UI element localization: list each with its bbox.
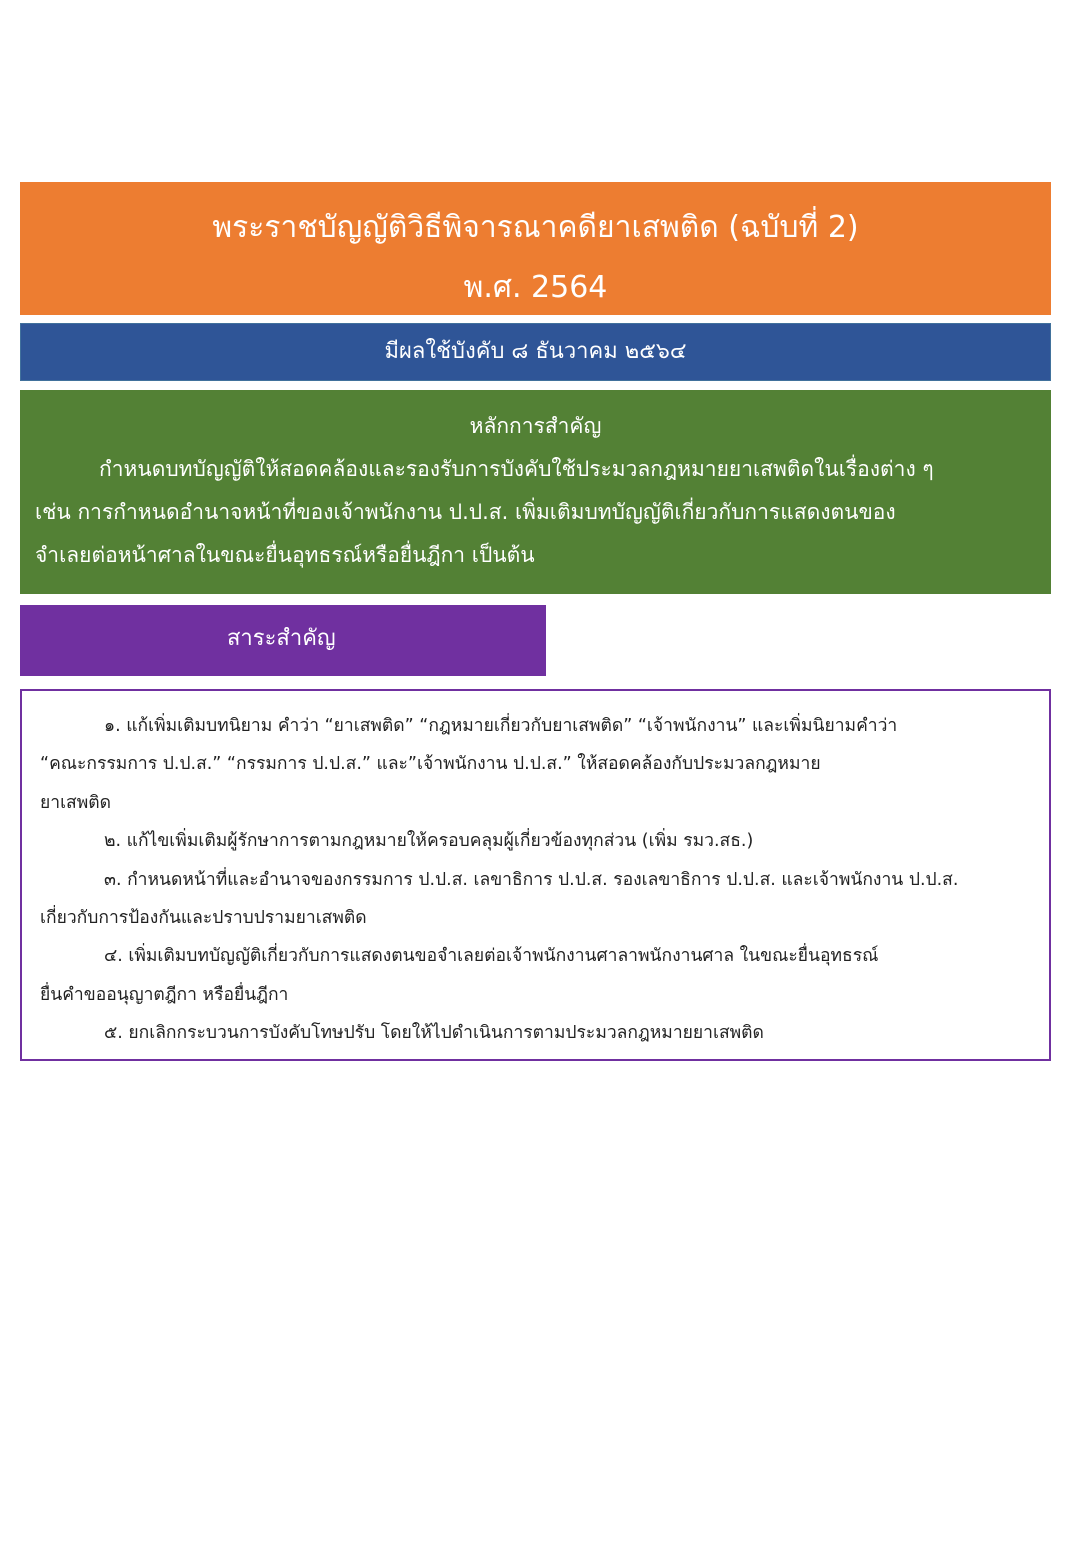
point-line: “คณะกรรมการ ป.ป.ส.” “กรรมการ ป.ป.ส.” และ”เจ้าพนักงาน ป.ป.ส.” ให้สอดคล้องกับประมวลกฎหมาย bbox=[40, 754, 821, 774]
point-line: เกี่ยวกับการป้องกันและปราบปรามยาเสพติด bbox=[40, 908, 367, 928]
point-line: ๒. แก้ไขเพิ่มเติมผู้รักษาการตามกฎหมายให้ครอบคลุมผู้เกี่ยวข้องทุกส่วน (เพิ่ม รมว.สธ.) bbox=[104, 831, 754, 851]
point-line: ยาเสพติด bbox=[40, 793, 112, 813]
principle-heading: หลักการสำคัญ bbox=[469, 414, 602, 438]
point-line: ๕. ยกเลิกกระบวนการบังคับโทษปรับ โดยให้ไปดำเนินการตามประมวลกฎหมายยาเสพติด bbox=[104, 1023, 764, 1043]
essence-heading: สาระสำคัญ bbox=[20, 605, 546, 676]
point-line: ยื่นคำขออนุญาตฎีกา หรือยื่นฎีกา bbox=[40, 985, 289, 1005]
point-line: ๓. กำหนดหน้าที่และอำนาจของกรรมการ ป.ป.ส. เลขาธิการ ป.ป.ส. รองเลขาธิการ ป.ป.ส. และเจ้าพนักงาน ป.ป.ส. bbox=[104, 870, 959, 890]
act-year: พ.ศ. 2564 bbox=[463, 270, 608, 305]
effective-date-banner: มีผลใช้บังคับ ๘ ธันวาคม ๒๕๖๔ bbox=[20, 323, 1051, 381]
title-banner bbox=[20, 182, 1051, 315]
principle-section bbox=[20, 390, 1051, 594]
essence-points bbox=[20, 689, 1051, 1061]
principle-line: เช่น การกำหนดอำนาจหน้าที่ของเจ้าพนักงาน ป.ป.ส. เพิ่มเติมบทบัญญัติเกี่ยวกับการแสดงตนของ bbox=[35, 500, 896, 524]
principle-line: จำเลยต่อหน้าศาลในขณะยื่นอุทธรณ์หรือยื่นฎีกา เป็นต้น bbox=[35, 543, 535, 567]
point-line: ๑. แก้เพิ่มเติมบทนิยาม คำว่า “ยาเสพติด” “กฎหมายเกี่ยวกับยาเสพติด” “เจ้าพนักงาน” และเพิ่มนิยามคำว่า bbox=[104, 716, 898, 736]
point-line: ๔. เพิ่มเติมบทบัญญัติเกี่ยวกับการแสดงตนขอจำเลยต่อเจ้าพนักงานศาลาพนักงานศาล ในขณะยื่นอุทธรณ์ bbox=[104, 946, 879, 966]
principle-line: กำหนดบทบัญญัติให้สอดคล้องและรองรับการบังคับใช้ประมวลกฎหมายยาเสพติดในเรื่องต่าง ๆ bbox=[99, 457, 934, 481]
act-title: พระราชบัญญัติวิธีพิจารณาคดียาเสพติด (ฉบับที่ 2) bbox=[212, 210, 859, 245]
